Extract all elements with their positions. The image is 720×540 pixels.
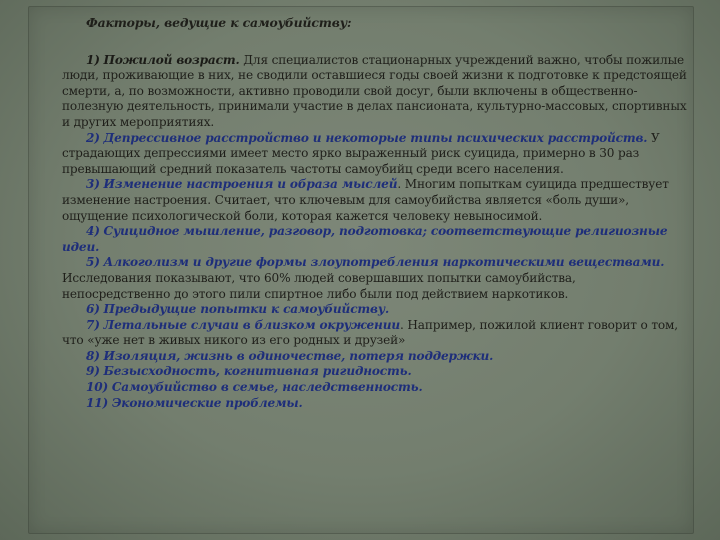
- factor-item-8: [62, 349, 687, 365]
- factor-heading: Изоляция, жизнь в одиночестве, потеря поддержки.: [103, 348, 494, 363]
- factor-item-11: [62, 396, 687, 412]
- factor-item-6: [62, 302, 687, 318]
- factor-item-2: [62, 131, 687, 178]
- factor-heading: Алкоголизм и другие формы злоупотребления наркотическими веществами.: [103, 255, 665, 270]
- factor-heading: Самоубийство в семье, наследственность.: [111, 380, 423, 395]
- factor-item-4: [62, 224, 687, 255]
- factor-heading: Депрессивное расстройство и некоторые типы психических расстройств.: [103, 130, 648, 145]
- factor-num: 4): [86, 224, 100, 239]
- factor-heading: Летальные случаи в близком окружении: [103, 317, 400, 332]
- factor-body: . Например, пожилой клиент говорит о том, что «уже нет в живых никого из его родных и друзей»: [62, 317, 678, 348]
- factor-body: У страдающих депрессиями имеет место ярко выраженный риск суицида, примерно в 30 раз превышающий средний показатель частоты самоубийц среди всего населения.: [62, 130, 660, 176]
- factor-heading: Суицидное мышление, разговор, подготовка; соответствующие религиозные идеи.: [62, 224, 668, 254]
- factor-num: 7): [86, 317, 100, 332]
- factor-num: 8): [86, 348, 100, 363]
- factor-num: 6): [86, 302, 100, 317]
- factor-item-7: [62, 318, 687, 349]
- factor-item-9: [62, 364, 687, 380]
- factor-num: 11): [86, 395, 109, 410]
- factor-num: 1): [86, 52, 100, 67]
- factor-heading: Изменение настроения и образа мыслей: [103, 177, 398, 192]
- factor-heading: Безысходность, когнитивная ригидность.: [103, 364, 412, 379]
- factor-body: Исследования показывают, что 60% людей совершавших попытки самоубийства, непосредственно до этого пили спиртное либо были под действием наркотиков.: [62, 270, 576, 301]
- factor-body: Для специалистов стационарных учреждений важно, чтобы пожилые люди, проживающие в них, не сводили оставшиеся годы своей жизни к подготовке к предстоящей смерти, а, по возможности, активно проводили свой досуг, были включены в общественно-полезную деятельность, принимали участие в делах пансионата, культурно-массовых, спортивных и других мероприятиях.: [62, 52, 687, 129]
- factor-body: . Многим попыткам суицида предшествует изменение настроения. Считает, что ключевым для самоубийства является «боль души», ощущение психологической боли, которая кажется человеку невыносимой.: [62, 177, 669, 223]
- factor-item-3: [62, 177, 687, 224]
- factor-heading: Экономические проблемы.: [111, 395, 303, 410]
- factor-item-1: [62, 53, 687, 131]
- factor-num: 5): [86, 255, 100, 270]
- factor-num: 10): [86, 380, 109, 395]
- factor-item-5: [62, 255, 687, 302]
- factor-item-10: [62, 380, 687, 396]
- factor-num: 3): [86, 177, 100, 192]
- slide-title: Факторы, ведущие к самоубийству:: [86, 15, 352, 30]
- factor-num: 2): [86, 130, 100, 145]
- factor-heading: Пожилой возраст.: [103, 52, 240, 67]
- factor-num: 9): [86, 364, 100, 379]
- slide-content: [62, 15, 687, 411]
- factor-heading: Предыдущие попытки к самоубийству.: [103, 302, 389, 317]
